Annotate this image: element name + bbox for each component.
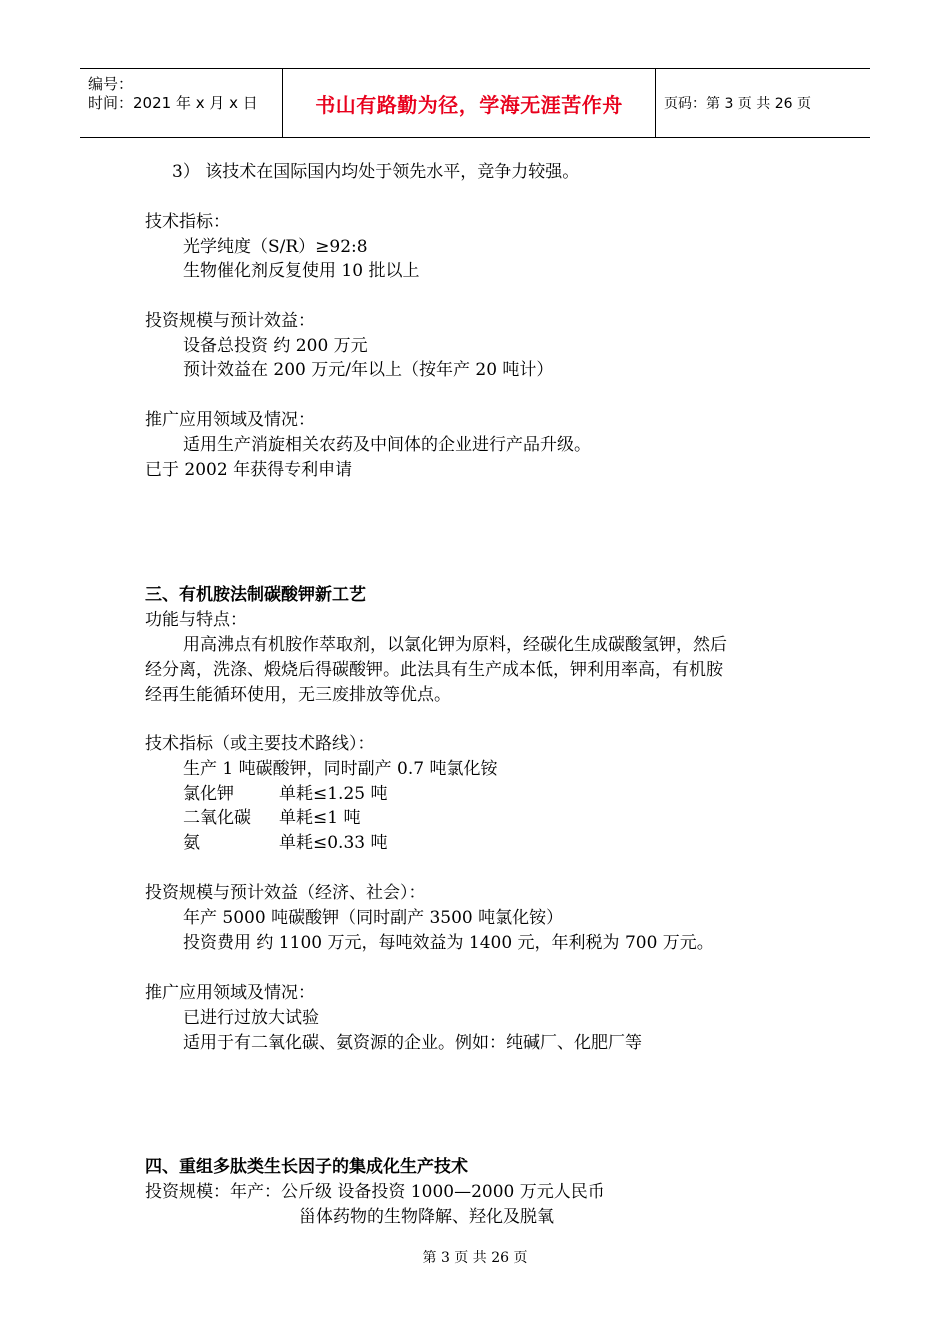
text-line: 单耗≤1 吨	[279, 808, 361, 828]
text-line: 用高沸点有机胺作萃取剂，以氯化钾为原料，经碳化生成碳酸氢钾，然后	[183, 635, 727, 655]
section-heading: 四、重组多肽类生长因子的集成化生产技术	[145, 1157, 468, 1177]
section-heading: 三、有机胺法制碳酸钾新工艺	[145, 585, 366, 605]
text-line: 单耗≤1.25 吨	[279, 784, 388, 804]
section-label: 功能与特点：	[145, 610, 247, 630]
section-label: 投资规模与预计效益：	[145, 311, 315, 331]
motto: 书山有路勤为径，学海无涯苦作舟	[315, 92, 623, 117]
text-line: 3） 该技术在国际国内均处于领先水平，竞争力较强。	[172, 162, 580, 182]
text-line: 已进行过放大试验	[183, 1008, 319, 1028]
text-line: 年产 5000 吨碳酸钾（同时副产 3500 吨氯化铵）	[183, 908, 564, 928]
section-label: 推广应用领域及情况：	[145, 410, 315, 430]
page-footer: 第 3 页 共 26 页	[422, 1250, 528, 1266]
text-line: 投资费用 约 1100 万元，每吨效益为 1400 元，年利税为 700 万元。	[183, 933, 714, 953]
text-line: 预计效益在 200 万元/年以上（按年产 20 吨计）	[183, 360, 554, 380]
section-label: 技术指标：	[145, 212, 230, 232]
header-page-cell	[656, 69, 870, 137]
text-line: 生物催化剂反复使用 10 批以上	[183, 261, 420, 281]
text-line: 生产 1 吨碳酸钾，同时副产 0.7 吨氯化铵	[183, 759, 498, 779]
section-label: 投资规模与预计效益（经济、社会）：	[145, 883, 426, 903]
section-label: 技术指标（或主要技术路线）：	[145, 734, 375, 754]
time-label: 时间：2021 年 x 月 x 日	[88, 94, 258, 112]
header-left-cell	[80, 69, 282, 137]
text-line: 二氧化碳	[183, 808, 251, 828]
text-line: 适用于有二氧化碳、氨资源的企业。例如：纯碱厂、化肥厂等	[183, 1033, 642, 1053]
header-motto-cell	[282, 69, 656, 137]
number-label: 编号：	[88, 75, 134, 93]
text-line: 经再生能循环使用，无三废排放等优点。	[145, 685, 451, 705]
text-line: 甾体药物的生物降解、羟化及脱氧	[299, 1207, 554, 1227]
text-line: 单耗≤0.33 吨	[279, 833, 388, 853]
text-line: 光学纯度（S/R）≥92:8	[183, 237, 368, 257]
text-line: 适用生产消旋相关农药及中间体的企业进行产品升级。	[183, 435, 591, 455]
section-label: 推广应用领域及情况：	[145, 983, 315, 1003]
text-line: 氯化钾	[183, 784, 234, 804]
text-line: 经分离，洗涤、煅烧后得碳酸钾。此法具有生产成本低，钾利用率高，有机胺	[145, 660, 723, 680]
page-info: 页码：第 3 页 共 26 页	[664, 96, 811, 112]
text-line: 氨	[183, 833, 200, 853]
page-header	[80, 68, 870, 138]
text-line: 已于 2002 年获得专利申请	[145, 460, 353, 480]
text-line: 设备总投资 约 200 万元	[183, 336, 368, 356]
text-line: 投资规模：年产：公斤级 设备投资 1000—2000 万元人民币	[145, 1182, 605, 1202]
